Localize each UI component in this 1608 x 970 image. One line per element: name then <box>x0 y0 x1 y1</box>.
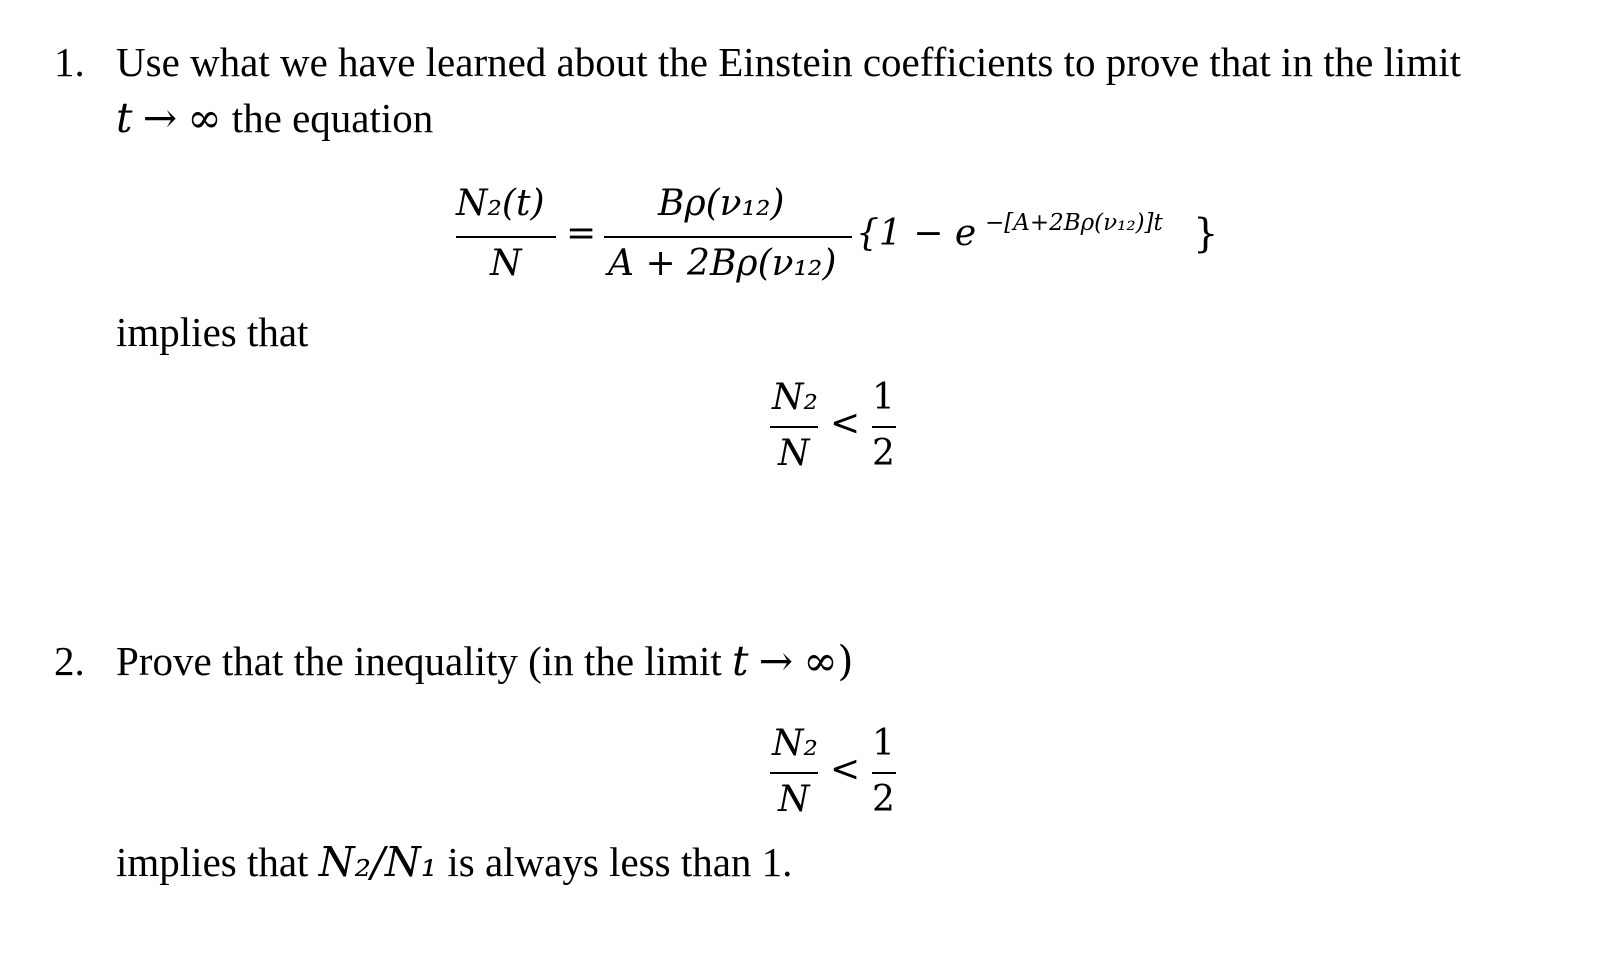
equation-rhs-fraction-bar <box>604 236 852 238</box>
problem-2-intro-text: Prove that the inequality (in the limit <box>116 638 722 684</box>
equation-lhs-denominator: N <box>490 243 522 284</box>
inequality-1-less-than: < <box>830 403 861 444</box>
limit-infinity: ∞ <box>187 94 222 142</box>
problem-2-limit-tail: ∞) <box>803 637 854 685</box>
inequality-2-rhs-numerator: 1 <box>872 723 895 764</box>
intro-tail: the equation <box>231 95 434 141</box>
inequality-1-rhs-fraction-bar <box>872 426 896 428</box>
implies-text-1: implies that <box>116 309 309 355</box>
inequality-2-less-than: < <box>830 749 861 790</box>
inequality-1-denominator: N <box>778 433 810 474</box>
inequality-2-fraction-bar <box>770 772 818 774</box>
problem-2-conclusion <box>116 838 793 886</box>
inequality-1-rhs-denominator: 2 <box>872 433 895 474</box>
conclusion-suffix: is always less than 1. <box>447 839 793 885</box>
problem-1-intro: Use what we have learned about the Einstein coefficients to prove that in the limit <box>116 39 1461 85</box>
problem-2-intro <box>116 637 854 685</box>
conclusion-ratio: N₂/N₁ <box>318 838 438 886</box>
inequality-1-fraction-bar <box>770 426 818 428</box>
problem-2-limit-variable: t <box>732 637 749 685</box>
problem-1-intro-line2 <box>116 94 434 142</box>
equation-brace-expression: {1 − e <box>856 213 977 254</box>
inequality-1-numerator: N₂ <box>772 377 818 418</box>
limit-variable: t <box>116 94 133 142</box>
equation-equals-sign: = <box>566 213 597 254</box>
equation-lhs-numerator: N₂(t) <box>456 183 545 224</box>
inequality-2-denominator: N <box>778 779 810 820</box>
equation-closing-brace: } <box>1193 211 1219 257</box>
inequality-1-rhs-numerator: 1 <box>872 377 895 418</box>
problem-2-limit-arrow: → <box>758 637 794 685</box>
equation-rhs-denominator: A + 2Bρ(ν₁₂) <box>608 243 837 284</box>
equation-lhs-fraction-bar <box>456 236 556 238</box>
inequality-2-rhs-fraction-bar <box>872 772 896 774</box>
problem-1-number: 1. <box>54 39 85 85</box>
equation-exponent: −[A+2Bρ(ν₁₂)]t <box>985 210 1163 236</box>
limit-arrow: → <box>142 94 178 142</box>
inequality-2-rhs-denominator: 2 <box>872 779 895 820</box>
equation-rhs-numerator: Bρ(ν₁₂) <box>658 183 785 224</box>
conclusion-prefix: implies that <box>116 839 309 885</box>
problem-2-number: 2. <box>54 638 85 684</box>
inequality-2-numerator: N₂ <box>772 723 818 764</box>
